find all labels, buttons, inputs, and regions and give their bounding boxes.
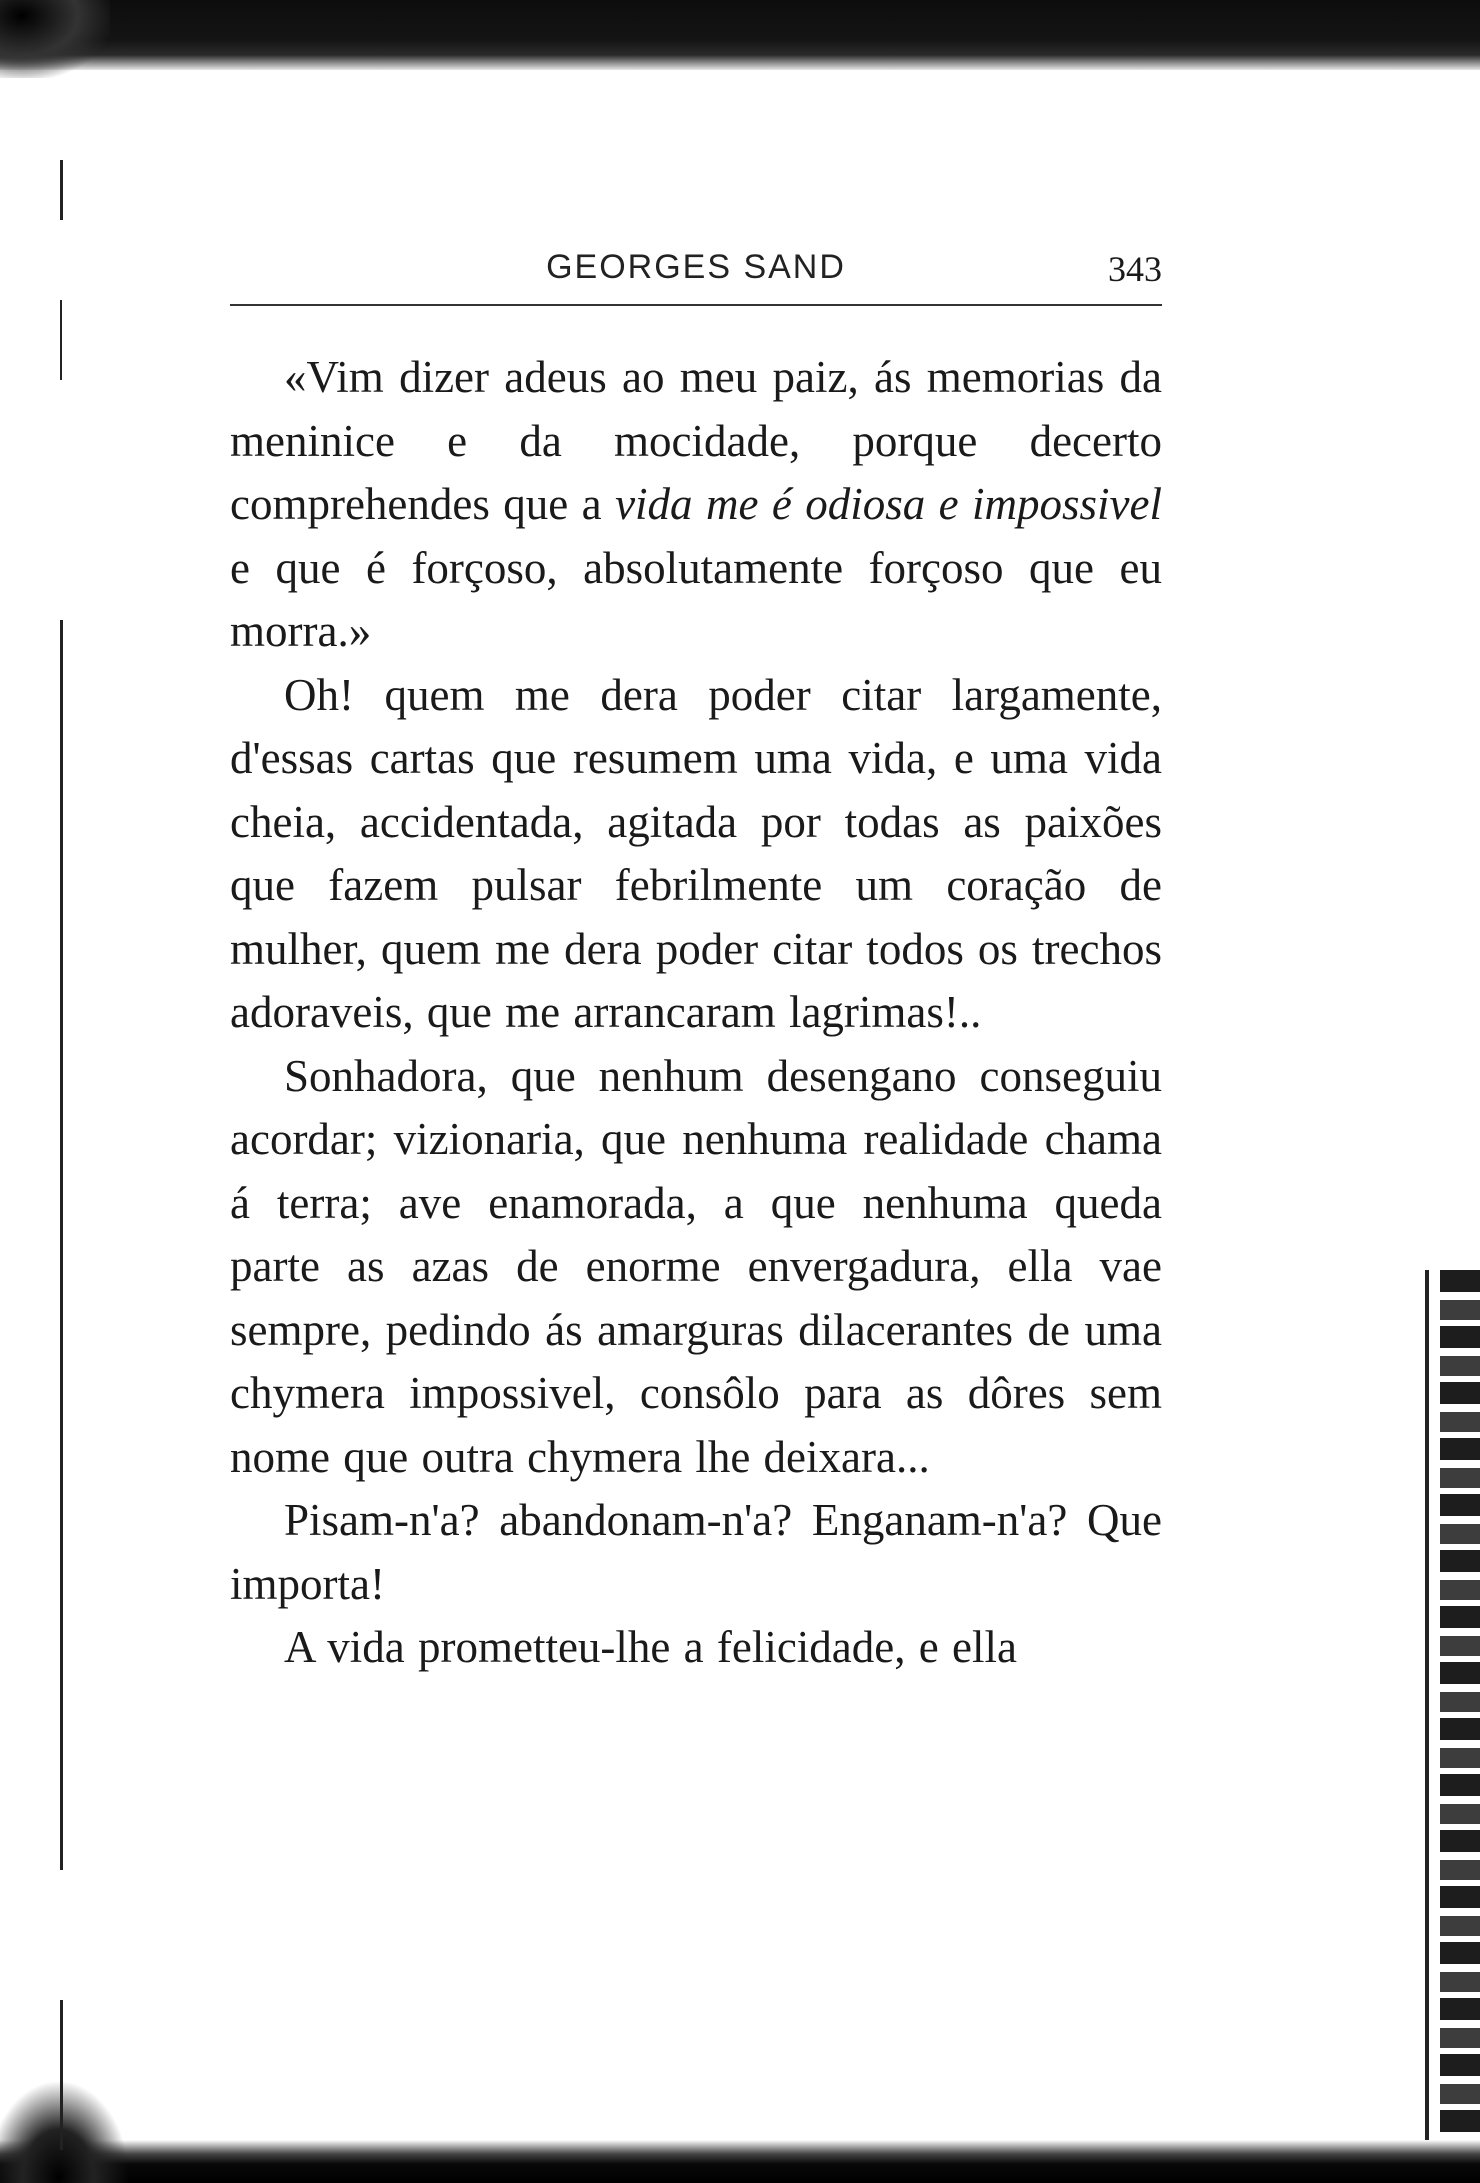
scan-edge-left-mark bbox=[60, 300, 62, 380]
italic-phrase: vida me é odiosa e impossivel bbox=[615, 479, 1163, 529]
body-text bbox=[230, 346, 1162, 1680]
book-page bbox=[230, 240, 1162, 1680]
scan-edge-left-line bbox=[60, 2000, 63, 2150]
paragraph-text: e que é forçoso, absolutamente forçoso que eu morra.» bbox=[230, 542, 1162, 656]
running-title: GEORGES SAND bbox=[546, 248, 846, 286]
scan-edge-bottom bbox=[0, 2140, 1480, 2183]
paragraph: Sonhadora, que nenhum desengano conseguiu acordar; vizionaria, que nenhuma realidade chama á terra; ave enamorada, a que nenhuma queda parte as azas de enorme envergadura, ella vae sempre, pedindo ás amarguras dilacerantes de uma chymera impossivel, consôlo para as dôres sem nome que outra chymera lhe deixara... bbox=[230, 1050, 1162, 1482]
scan-edge-top bbox=[0, 0, 1480, 70]
scan-corner-bottom-left bbox=[0, 2080, 130, 2183]
scan-edge-right-pattern bbox=[1440, 1270, 1480, 2140]
paragraph-quote bbox=[230, 346, 1162, 664]
paragraph: Pisam-n'a? abandonam-n'a? Enganam-n'a? Que importa! bbox=[230, 1495, 1162, 1609]
paragraph: A vida prometteu-lhe a felicidade, e ella bbox=[284, 1622, 1017, 1672]
scan-edge-left-line bbox=[60, 620, 63, 1870]
scan-edge-right-line bbox=[1425, 1270, 1429, 2140]
paragraph-text: «Vim dizer adeus ao meu paiz, ás memorias da meninice e da mocidade, porque decerto comprehendes que a bbox=[230, 352, 1162, 529]
scan-corner-top-left bbox=[0, 0, 110, 78]
page-number: 343 bbox=[1108, 249, 1162, 289]
paragraph: Oh! quem me dera poder citar largamente, d'essas cartas que resumem uma vida, e uma vida cheia, accidentada, agitada por todas as paixões que fazem pulsar febrilmente um coração de mulher, quem me dera poder citar todos os trechos adoraveis, que me arrancaram lagrimas!.. bbox=[230, 669, 1162, 1037]
running-head bbox=[230, 240, 1162, 300]
header-rule bbox=[230, 304, 1162, 306]
scan-edge-left-mark bbox=[60, 160, 63, 220]
